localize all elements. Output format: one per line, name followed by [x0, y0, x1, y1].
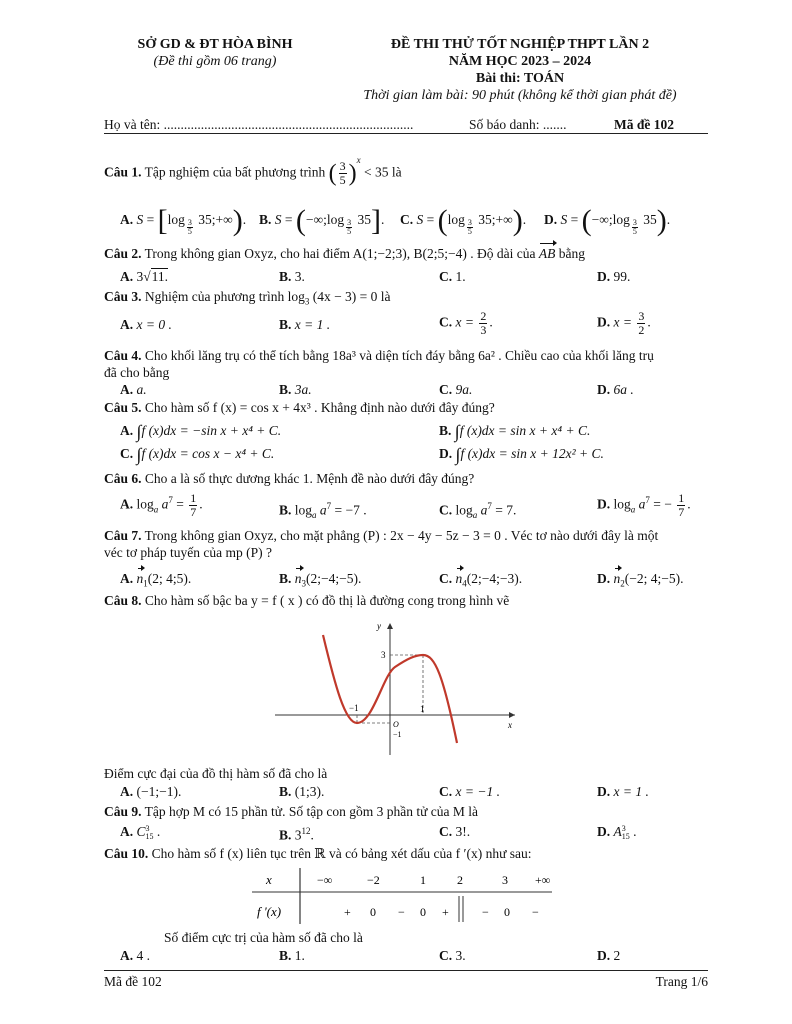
student-info-line	[104, 117, 708, 133]
question-8: Câu 8. Cho hàm số bậc ba y = f ( x ) có đồ thị là đường cong trong hình vẽ	[104, 593, 510, 608]
svg-text:−: −	[532, 905, 539, 919]
footer-code: Mã đề 102	[104, 974, 162, 989]
svg-text:0: 0	[504, 905, 510, 919]
q4-option-b[interactable]: B. 3a.	[279, 382, 312, 397]
question-6: Câu 6. Cho a là số thực dương khác 1. Mệnh đề nào dưới đây đúng?	[104, 471, 475, 486]
school-year: NĂM HỌC 2023 – 2024	[448, 54, 592, 69]
svg-text:−: −	[482, 905, 489, 919]
svg-text:2: 2	[457, 873, 463, 887]
q8-option-c[interactable]: C. x = −1 .	[439, 784, 500, 799]
question-1-options	[104, 200, 708, 240]
footer-page: Trang 1/6	[655, 974, 708, 989]
y-axis-arrow	[387, 623, 393, 629]
graph-label-neg1-x: −1	[349, 703, 359, 713]
q1-option-a[interactable]: A. S = [log $\frac{3}{5}$ 35;+∞).	[120, 204, 247, 237]
svg-text:+∞: +∞	[535, 873, 551, 887]
q7-option-c[interactable]: C. $n_4(2;-4;-3)$.	[439, 571, 523, 589]
q2-option-b[interactable]: B. 3.	[279, 269, 305, 284]
q3-option-c[interactable]: C. x = $\frac{2}{3}$ .	[439, 309, 493, 337]
q5-option-b[interactable]: B. ∫f (x)dx = sin x + x⁴ + C.	[439, 421, 591, 442]
q10-option-b[interactable]: B. 1.	[279, 948, 305, 963]
svg-text:+: +	[344, 905, 351, 919]
svg-text:−∞: −∞	[317, 873, 333, 887]
pages-note: (Đề thi gồm 06 trang)	[153, 54, 277, 69]
question-10-after: Số điểm cực trị của hàm số đã cho là	[164, 930, 363, 945]
question-3: Câu 3. Nghiệm của phương trình $\log_3 (4x - 3) = 0$ là	[104, 289, 391, 307]
q5-option-c[interactable]: C. ∫f (x)dx = cos x − x⁴ + C.	[120, 444, 275, 465]
q3-option-b[interactable]: B. x = 1 .	[279, 317, 331, 332]
question-2: Câu 2. Trong không gian Oxyz, cho hai điểm A(1;−2;3), B(2;5;−4) . Độ dài của AB bằng	[104, 246, 585, 261]
q9-option-a[interactable]: A. C 3 15 .	[120, 823, 161, 841]
q7-option-a[interactable]: A. $n_1(2$; 4;5).	[120, 571, 192, 589]
svg-text:−2: −2	[367, 873, 380, 887]
svg-text:f '(x): f '(x)	[257, 904, 282, 919]
q7-option-b[interactable]: B. $n_3(2;-4;-5)$.	[279, 571, 362, 589]
q10-option-d[interactable]: D. 2	[597, 948, 621, 963]
question-3-options	[104, 308, 708, 342]
name-field[interactable]: Họ và tên: ..........................................................................	[104, 117, 414, 132]
exam-title: ĐỀ THI THỬ TỐT NGHIỆP THPT LẦN 2	[390, 37, 650, 52]
vector-ab: AB	[538, 246, 556, 261]
q2-option-c[interactable]: C. 1.	[439, 269, 466, 284]
q4-option-a[interactable]: A. a.	[120, 382, 147, 397]
q2-option-a[interactable]: A. 3√11.	[120, 269, 169, 284]
time-note: Thời gian làm bài: 90 phút (không kể thời gian phát đề)	[363, 88, 677, 103]
exam-code: Mã đề 102	[614, 117, 674, 132]
question-1: Câu 1. Tập nghiệm của bất phương trình ( $\frac{3}{5}$ )$^x$ < 35 là	[104, 155, 402, 187]
graph-label-3: 3	[381, 650, 386, 660]
x-axis-arrow	[509, 712, 515, 718]
graph-label-y: y	[377, 621, 381, 631]
department-name: SỞ GD & ĐT HÒA BÌNH	[137, 37, 293, 52]
svg-text:0: 0	[420, 905, 426, 919]
q3-option-a[interactable]: A. x = 0 .	[120, 317, 172, 332]
question-7: Câu 7. Trong không gian Oxyz, cho mặt phẳng (P) : 2x − 4y − 5z − 3 = 0 . Véc tơ nào dưới đây là một véc tơ pháp tuyến của mp (P) ?	[104, 528, 659, 560]
svg-text:x: x	[266, 872, 272, 887]
svg-text:−: −	[398, 905, 405, 919]
q1-option-d[interactable]: D. S = (−∞;log $\frac{3}{5}$ 35).	[544, 204, 671, 237]
graph-label-neg1-y: −1	[393, 730, 402, 739]
q10-option-a[interactable]: A. 4 .	[120, 948, 150, 963]
q8-option-b[interactable]: B. (1;3).	[279, 784, 325, 799]
header-left	[100, 36, 330, 70]
q6-option-b[interactable]: B. $\log_a a^7 = -7$ .	[279, 501, 367, 521]
question-8-after: Điểm cực đại của đồ thị hàm số đã cho là	[104, 766, 328, 781]
sbd-field[interactable]: Số báo danh: .......	[469, 117, 567, 132]
q7-option-d[interactable]: D. $n_2(-2$; 4;−5).	[597, 571, 684, 589]
q8-option-a[interactable]: A. (−1;−1).	[120, 784, 182, 799]
q9-option-c[interactable]: C. 3!.	[439, 824, 471, 839]
subject: Bài thi: TOÁN	[475, 71, 565, 86]
q8-option-d[interactable]: D. x = 1 .	[597, 784, 649, 799]
q3-option-d[interactable]: D. x = $\frac{3}{2}$ .	[597, 309, 651, 337]
footer-divider	[104, 970, 708, 971]
header-divider	[104, 133, 708, 134]
svg-text:+: +	[442, 905, 449, 919]
sign-table	[252, 866, 557, 926]
svg-text:3: 3	[502, 873, 508, 887]
question-6-options	[104, 490, 708, 524]
q5-option-d[interactable]: D. ∫f (x)dx = sin x + 12x² + C.	[439, 444, 604, 465]
svg-text:1: 1	[420, 873, 426, 887]
q4-option-c[interactable]: C. 9a.	[439, 382, 473, 397]
question-4: Câu 4. Cho khối lăng trụ có thể tích bằng 18a³ và diện tích đáy bằng 6a² . Chiều cao của khối lăng trụ đã cho bằng	[104, 348, 654, 380]
q6-option-c[interactable]: C. $\log_a a^7 = 7$.	[439, 501, 517, 521]
q10-option-c[interactable]: C. 3.	[439, 948, 466, 963]
q1-option-c[interactable]: C. S = (log $\frac{3}{5}$ 35;+∞).	[400, 204, 527, 237]
question-10: Câu 10. Cho hàm số f (x) liên tục trên ℝ và có bảng xét dấu của f ′(x) như sau:	[104, 846, 532, 861]
header-right	[330, 36, 710, 104]
question-5: Câu 5. Cho hàm số f (x) = cos x + 4x³ . Khẳng định nào dưới đây đúng?	[104, 400, 495, 415]
question-9: Câu 9. Tập hợp M có 15 phần tử. Số tập con gồm 3 phần tử của M là	[104, 804, 478, 819]
q2-option-d[interactable]: D. 99.	[597, 269, 631, 284]
q6-option-d[interactable]: D. $\log_a a^7$ = − $\frac{1}{7}$ .	[597, 491, 691, 519]
q9-option-d[interactable]: D. A 3 15 .	[597, 823, 637, 841]
question-5-options	[104, 420, 708, 466]
q9-option-b[interactable]: B. $3^{12}$.	[279, 826, 314, 843]
q5-option-a[interactable]: A. ∫f (x)dx = −sin x + x⁴ + C.	[120, 421, 282, 442]
graph-label-origin: O	[393, 720, 399, 729]
graph-label-1: 1	[420, 704, 425, 714]
cubic-graph	[265, 615, 525, 760]
q1-option-b[interactable]: B. S = (−∞;log $\frac{3}{5}$ 35].	[259, 204, 385, 237]
svg-text:0: 0	[370, 905, 376, 919]
q4-option-d[interactable]: D. 6a .	[597, 382, 634, 397]
graph-label-x: x	[508, 720, 512, 730]
q6-option-a[interactable]: A. $\log_a a^7$ = $\frac{1}{7}$ .	[120, 491, 203, 519]
